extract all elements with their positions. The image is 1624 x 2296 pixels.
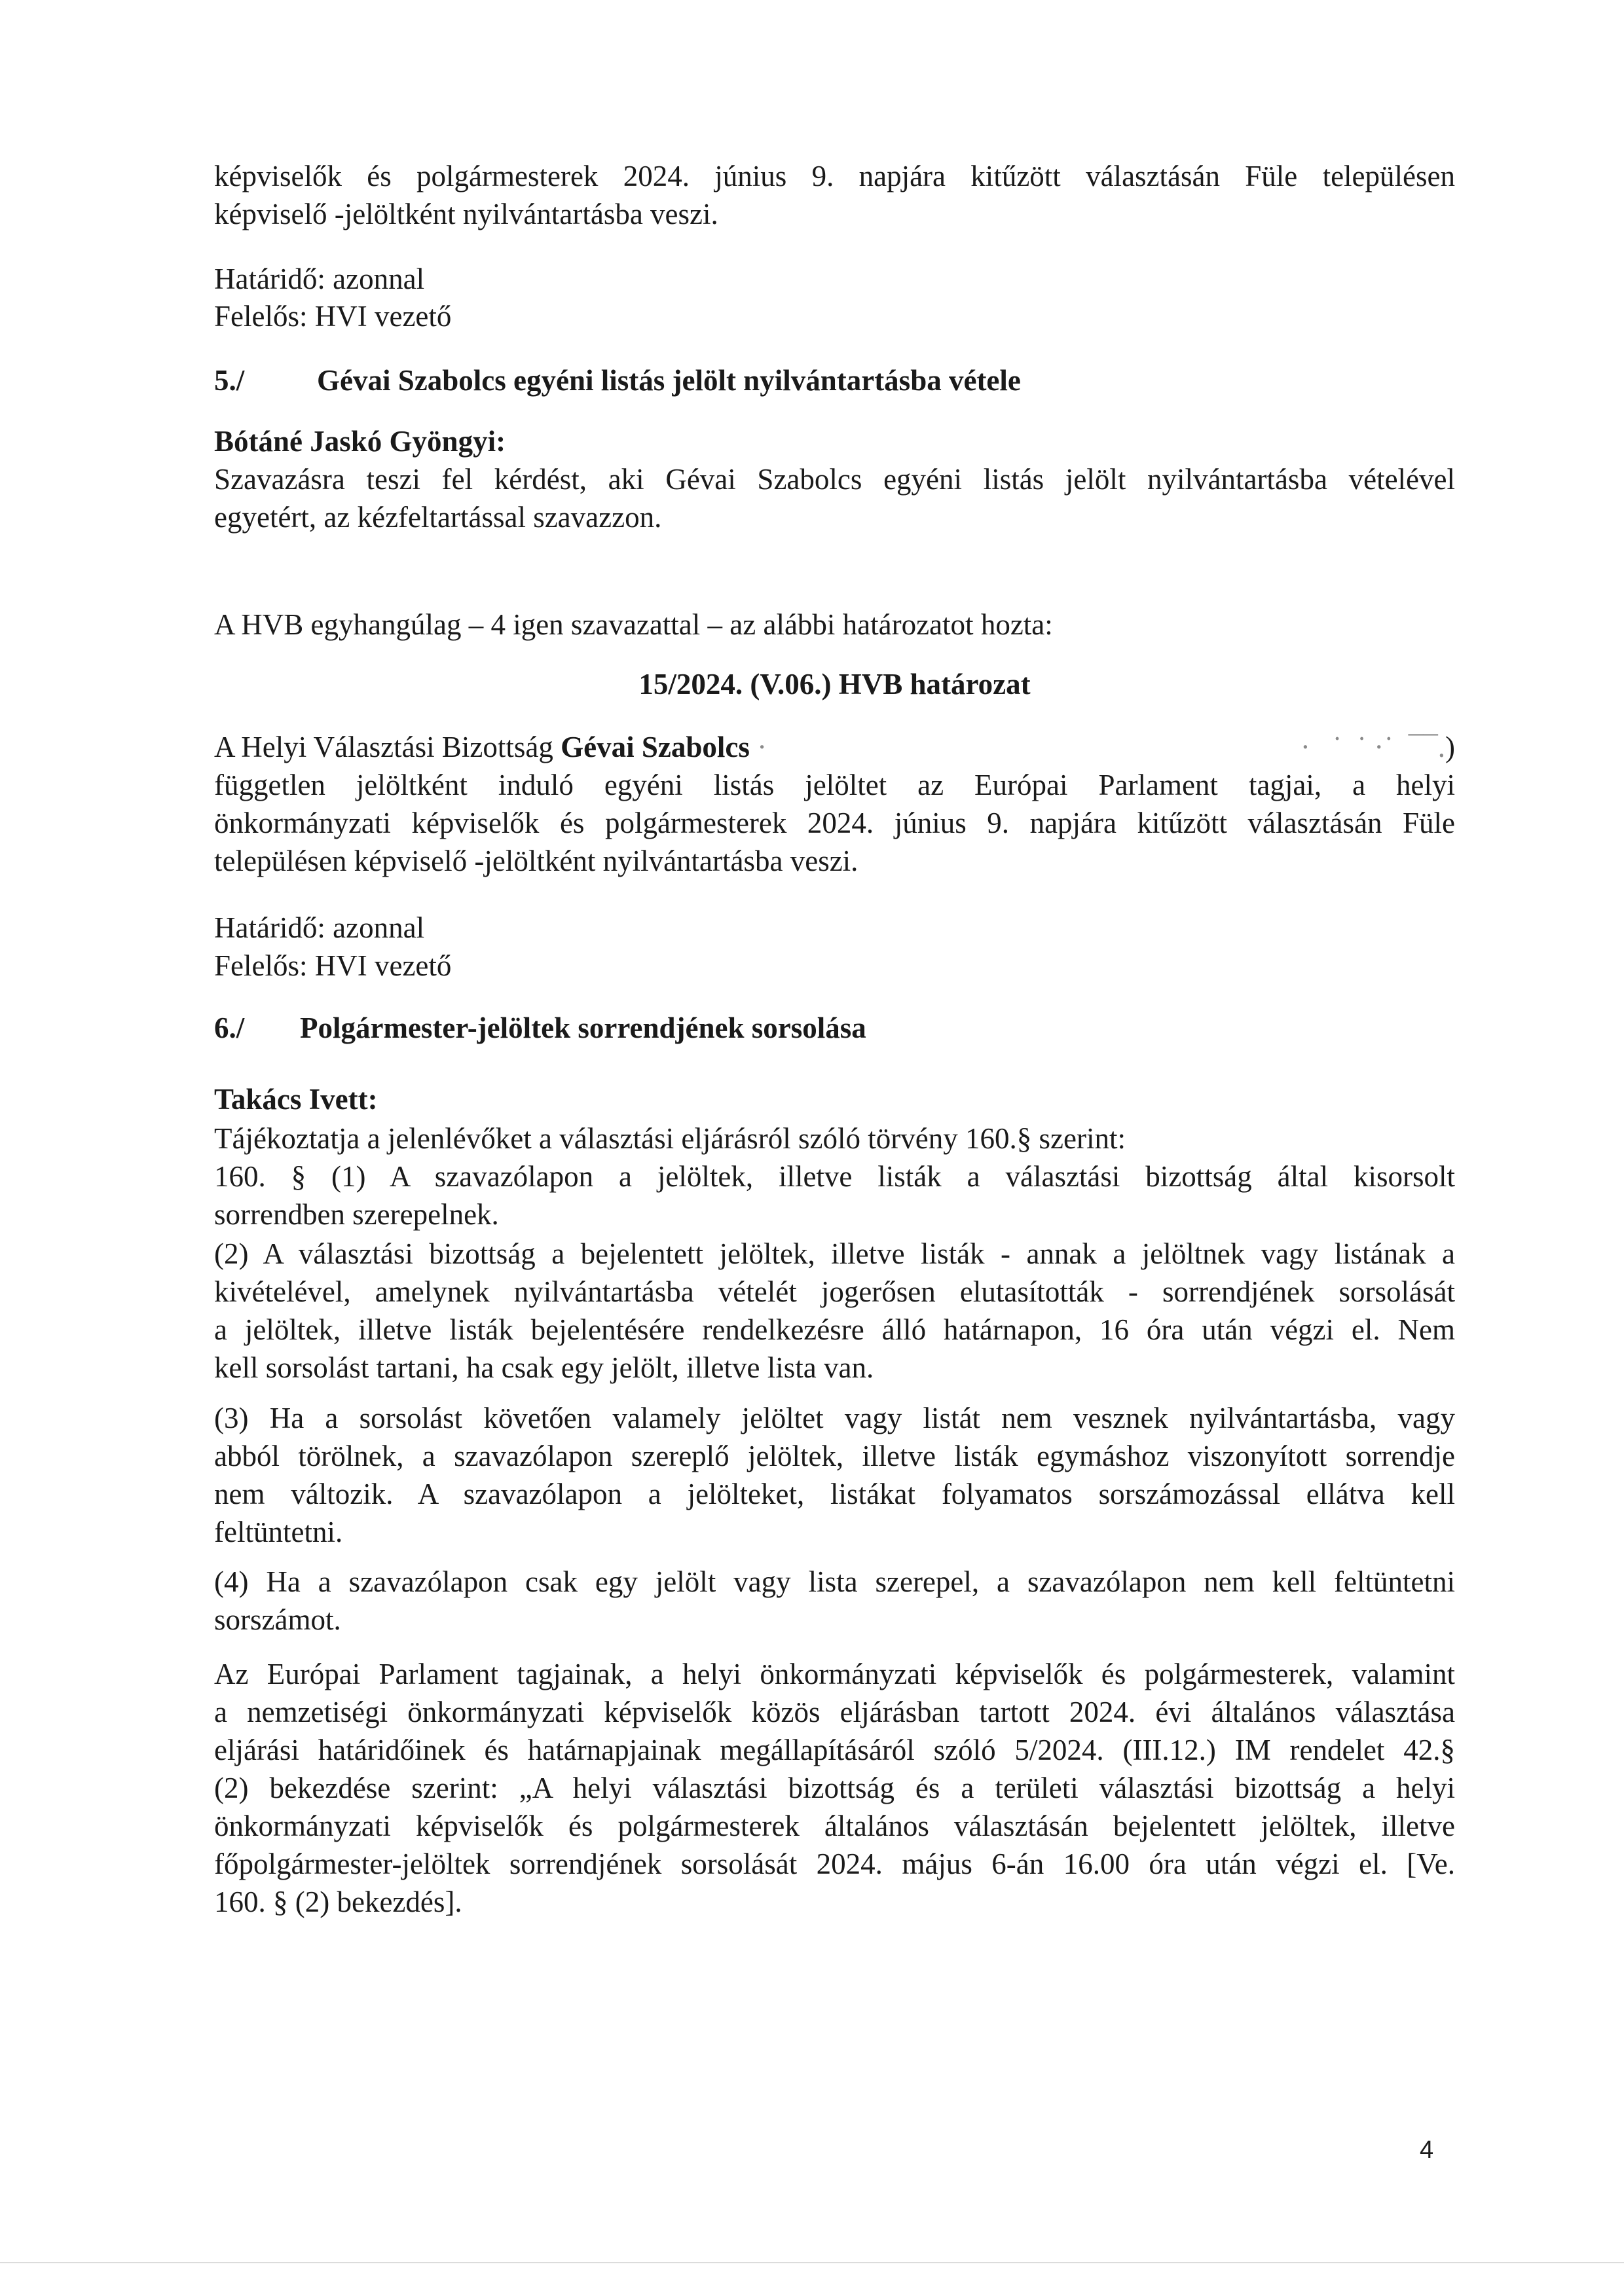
paragraph-intro bbox=[214, 157, 1455, 233]
agenda-heading-6 bbox=[214, 1009, 866, 1047]
resolution-line-start bbox=[214, 728, 767, 766]
text-line: képviselők és polgármesterek 2024. június 9. napjára kitűzött választásán Füle településen bbox=[214, 160, 1455, 192]
resolution-body bbox=[214, 766, 1455, 880]
text-line: 160. § (1) A szavazólapon a jelöltek, illetve listák a választási bizottság által kisorsolt bbox=[214, 1160, 1455, 1193]
text-line: (3) Ha a sorsolást követően valamely jelöltet vagy listát nem vesznek nyilvántartásba, vagy bbox=[214, 1402, 1455, 1434]
agenda-heading-5 bbox=[214, 361, 1021, 399]
speaker-name: Takács Ivett: bbox=[214, 1083, 378, 1116]
text-line: Szavazásra teszi fel kérdést, aki Gévai Szabolcs egyéni listás jelölt nyilvántartásba vételével bbox=[214, 463, 1455, 496]
paragraph-decree bbox=[214, 1655, 1455, 1921]
paragraph-law-1 bbox=[214, 1120, 1455, 1233]
text-line: a nemzetiségi önkormányzati képviselők közös eljárásban tartott 2024. évi általános választása bbox=[214, 1696, 1455, 1728]
scan-edge-line bbox=[0, 2262, 1624, 2263]
responsible-line: Felelős: HVI vezető bbox=[214, 300, 452, 333]
text-line: független jelöltként induló egyéni listás jelöltet az Európai Parlament tagjai, a helyi bbox=[214, 769, 1455, 801]
text-line: 160. § (2) bekezdés]. bbox=[214, 1886, 462, 1918]
agenda-number: 6./ bbox=[214, 1011, 245, 1044]
paragraph-law-4 bbox=[214, 1563, 1455, 1639]
redacted-mark: · bbox=[749, 731, 767, 763]
text-line: képviselő -jelöltként nyilvántartásba veszi. bbox=[214, 198, 718, 230]
text-line: önkormányzati képviselők és polgármesterek általános választásán bejelentett jelöltek, illetve bbox=[214, 1810, 1455, 1842]
text-line: önkormányzati képviselők és polgármesterek 2024. június 9. napjára kitűzött választásán Füle bbox=[214, 807, 1455, 839]
resolution-first-line bbox=[214, 728, 1455, 766]
agenda-number: 5./ bbox=[214, 364, 245, 397]
text-fragment: A Helyi Választási Bizottság bbox=[214, 731, 561, 763]
text-line: sorrendben szerepelnek. bbox=[214, 1198, 499, 1231]
text-fragment: ) bbox=[1445, 731, 1455, 763]
text-line: (2) bekezdése szerint: „A helyi választási bizottság és a területi választási bizottság a helyi bbox=[214, 1772, 1455, 1804]
vote-result: A HVB egyhangúlag – 4 igen szavazattal – az alábbi határozatot hozta: bbox=[214, 608, 1053, 641]
text-line: kivételével, amelynek nyilvántartásba vételét jogerősen elutasították - sorrendjének sorsolását bbox=[214, 1275, 1455, 1308]
candidate-name: Gévai Szabolcs bbox=[561, 731, 750, 763]
resolution-line-end bbox=[1301, 728, 1455, 766]
paragraph-law-3 bbox=[214, 1399, 1455, 1551]
deadline-line: Határidő: azonnal bbox=[214, 911, 425, 944]
text-line: Tájékoztatja a jelenlévőket a választási eljárásról szóló törvény 160.§ szerint: bbox=[214, 1122, 1126, 1155]
text-line: (4) Ha a szavazólapon csak egy jelölt vagy lista szerepel, a szavazólapon nem kell feltüntetni bbox=[214, 1565, 1455, 1598]
agenda-title: Polgármester-jelöltek sorrendjének sorsolása bbox=[300, 1011, 866, 1044]
agenda-title: Gévai Szabolcs egyéni listás jelölt nyilvántartásba vétele bbox=[317, 364, 1021, 397]
text-line: feltüntetni. bbox=[214, 1516, 343, 1548]
deadline-line: Határidő: azonnal bbox=[214, 263, 425, 295]
text-line: településen képviselő -jelöltként nyilvántartásba veszi. bbox=[214, 845, 858, 877]
redacted-text: · ˙ ˙ ·˙ ¯¯. bbox=[1300, 731, 1445, 763]
paragraph-vote-question bbox=[214, 460, 1455, 536]
text-line: a jelöltek, illetve listák bejelentésére rendelkezésre álló határnapon, 16 óra után végzi el. Nem bbox=[214, 1313, 1455, 1346]
page-number: 4 bbox=[1420, 2136, 1434, 2164]
text-line: (2) A választási bizottság a bejelentett jelöltek, illetve listák - annak a jelöltnek vagy listának a bbox=[214, 1237, 1455, 1270]
paragraph-law-2 bbox=[214, 1235, 1455, 1387]
speaker-name: Bótáné Jaskó Gyöngyi: bbox=[214, 425, 506, 458]
text-line: eljárási határidőinek és határnapjainak megállapításáról szóló 5/2024. (III.12.) IM rendelet 42.§ bbox=[214, 1734, 1455, 1766]
text-line: nem változik. A szavazólapon a jelölteket, listákat folyamatos sorszámozással ellátva kell bbox=[214, 1478, 1455, 1510]
resolution-title: 15/2024. (V.06.) HVB határozat bbox=[638, 668, 1031, 701]
text-line: egyetért, az kézfeltartással szavazzon. bbox=[214, 501, 662, 534]
text-line: abból törölnek, a szavazólapon szereplő jelöltek, illetve listák egymáshoz viszonyított sorrendje bbox=[214, 1440, 1455, 1472]
text-line: sorszámot. bbox=[214, 1603, 341, 1636]
text-line: Az Európai Parlament tagjainak, a helyi önkormányzati képviselők és polgármesterek, valamint bbox=[214, 1658, 1455, 1690]
responsible-line: Felelős: HVI vezető bbox=[214, 949, 452, 982]
text-line: kell sorsolást tartani, ha csak egy jelölt, illetve lista van. bbox=[214, 1351, 874, 1384]
text-line: főpolgármester-jelöltek sorrendjének sorsolását 2024. május 6-án 16.00 óra után végzi el. [Ve. bbox=[214, 1848, 1455, 1880]
paragraph-resolution bbox=[214, 728, 1455, 880]
